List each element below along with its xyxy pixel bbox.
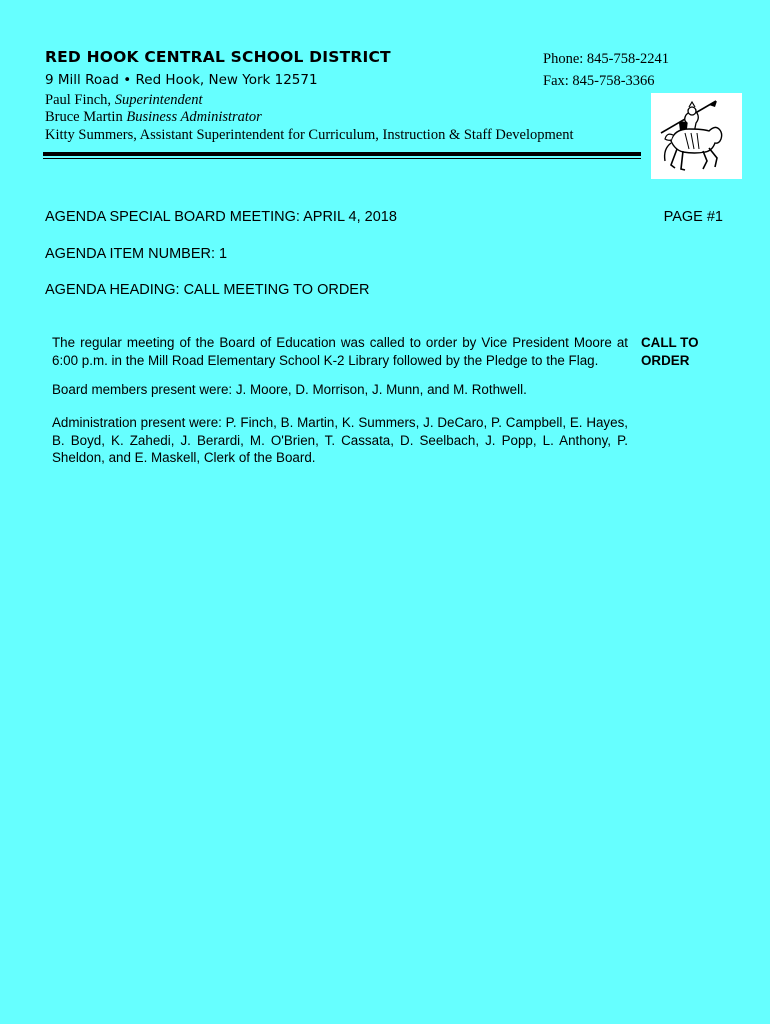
fax-number: Fax: 845-758-3366	[543, 73, 655, 89]
district-name: RED HOOK CENTRAL SCHOOL DISTRICT	[45, 48, 391, 66]
phone-number: Phone: 845-758-2241	[543, 51, 670, 67]
agenda-heading: AGENDA HEADING: CALL MEETING TO ORDER	[45, 282, 370, 298]
superintendent-title: Superintendent	[114, 92, 203, 108]
call-to-order-paragraph: The regular meeting of the Board of Education was called to order by Vice President Moore at 6:00 p.m. in the Mill Road Elementary School K-2 Library followed by the Pledge to the Flag.	[52, 335, 628, 368]
superintendent-name: Paul Finch,	[45, 92, 115, 108]
meeting-title: AGENDA SPECIAL BOARD MEETING: APRIL 4, 2018	[45, 209, 397, 225]
board-members-paragraph: Board members present were: J. Moore, D. Morrison, J. Munn, and M. Rothwell.	[52, 382, 527, 397]
business-admin-name: Bruce Martin	[45, 109, 127, 125]
superintendent-line	[45, 92, 202, 109]
knight-on-horseback-logo-icon	[651, 93, 742, 179]
assistant-superintendent-line: Kitty Summers, Assistant Superintendent for Curriculum, Instruction & Staff Development	[45, 127, 574, 143]
district-address: 9 Mill Road • Red Hook, New York 12571	[45, 72, 318, 88]
header-rule-thin	[43, 158, 641, 159]
agenda-item-number: AGENDA ITEM NUMBER: 1	[45, 246, 228, 262]
header-rule-thick	[43, 152, 641, 156]
page-number: PAGE #1	[663, 209, 723, 225]
business-admin-line	[45, 109, 262, 126]
business-admin-title: Business Administrator	[126, 109, 262, 125]
administration-paragraph: Administration present were: P. Finch, B. Martin, K. Summers, J. DeCaro, P. Campbell, E. Hayes, B. Boyd, K. Zahedi, J. Berardi, M. O'Brien, T. Cassata, D. Seelbach, J. Popp, L. Anthony, P. Sheldon, and E. Maskell, Clerk of the Board.	[52, 415, 628, 465]
call-to-order-label: CALL TO ORDER	[641, 335, 699, 368]
